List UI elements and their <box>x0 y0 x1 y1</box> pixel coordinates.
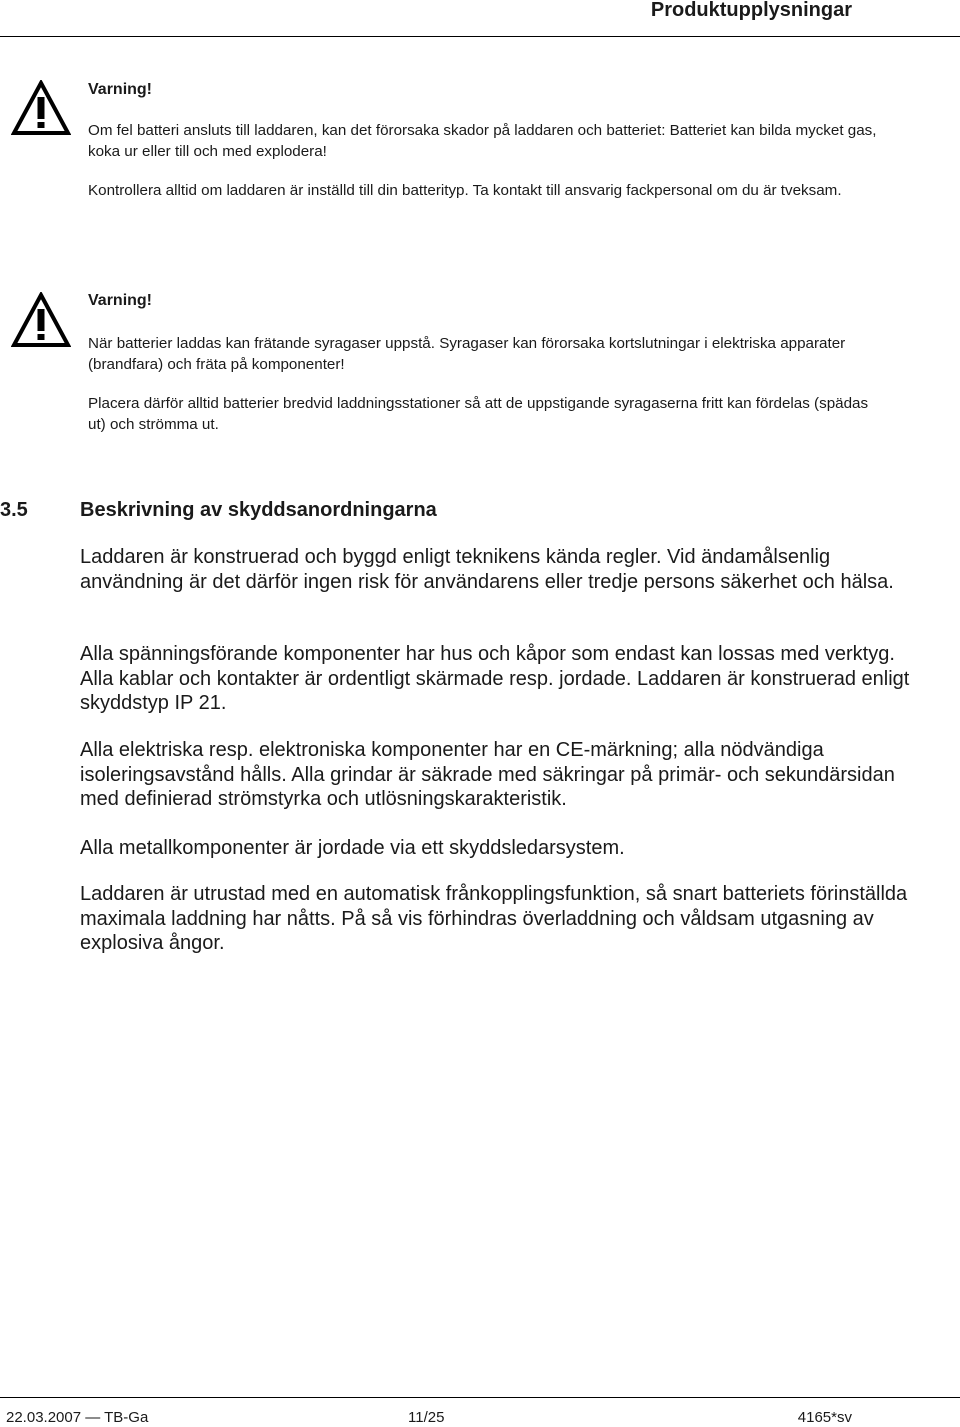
body-paragraph: Laddaren är utrustad med en automatisk frånkopplingsfunktion, så snart batteriets förinställda maximala laddning har nåtts. På så vis förhindras överladdning och våldsam utgasning av explosiva ångor. <box>80 883 908 954</box>
body-paragraph: Alla metallkomponenter är jordade via ett skyddsledarsystem. <box>80 837 625 859</box>
body-paragraph: Alla spänningsförande komponenter har hus och kåpor som endast kan lossas med verktyg. Alla kablar och kontakter är ordentligt skärmade resp. jordade. Laddaren är konstruerad enligt skyddstyp IP 21. <box>80 643 910 714</box>
warning-title: Varning! <box>88 81 153 98</box>
page-header-title: Produktupplysningar <box>650 0 852 21</box>
warning-title: Varning! <box>88 292 153 309</box>
page-header <box>0 0 960 37</box>
footer-date-doc: 22.03.2007 — TB-Ga <box>6 1409 149 1426</box>
warning-paragraph: När batterier laddas kan frätande syragaser uppstå. Syragaser kan förorsaka kortslutningar i elektriska apparater (brandfara) och fräta på komponenter! <box>88 335 846 373</box>
warning-triangle-icon <box>11 292 71 348</box>
warning-paragraph: Om fel batteri ansluts till laddaren, kan det förorsaka skador på laddaren och batteriet: Batteriet kan bilda mycket gas, koka ur eller till och med explodera! <box>88 122 877 160</box>
body-paragraph: Alla elektriska resp. elektroniska komponenter har en CE-märkning; alla nödvändiga isoleringsavstånd hålls. Alla grindar är säkrade med säkringar på primär- och sekundärsidan med definierad strömstyrka och utlösningskarakteristik. <box>80 739 895 810</box>
page-footer <box>0 1397 960 1427</box>
warning-paragraph: Placera därför alltid batterier bredvid laddningsstationer så att de uppstigande syragaserna fritt kan fördelas (spädas ut) och strömma ut. <box>88 395 869 433</box>
footer-doc-code: 4165*sv <box>797 1409 852 1426</box>
body-paragraph: Laddaren är konstruerad och byggd enligt teknikens kända regler. Vid ändamålsenlig användning är det därför ingen risk för användarens eller tredje persons säkerhet och hälsa. <box>80 546 894 593</box>
footer-page-number: 11/25 <box>408 1409 445 1426</box>
section-number: 3.5 <box>0 499 28 521</box>
warning-triangle-icon <box>11 80 71 136</box>
section-title: Beskrivning av skyddsanordningarna <box>80 499 437 521</box>
warning-paragraph: Kontrollera alltid om laddaren är inställd till din batterityp. Ta kontakt till ansvarig fackpersonal om du är tveksam. <box>88 182 842 199</box>
